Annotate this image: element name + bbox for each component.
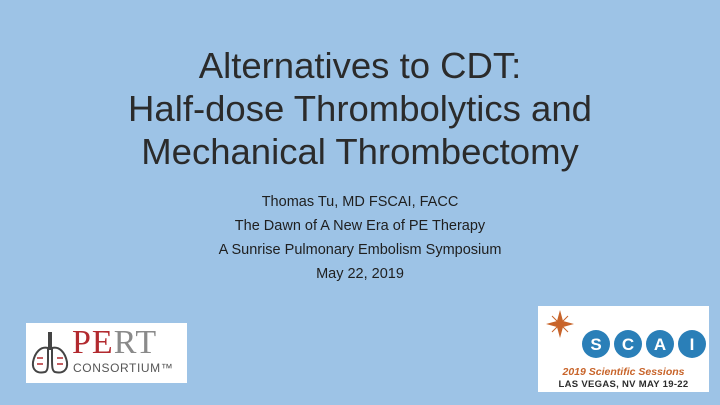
scai-letter-i: I — [689, 335, 695, 354]
title-line-3: Mechanical Thrombectomy — [141, 131, 579, 172]
session-title: The Dawn of A New Era of PE Therapy — [234, 218, 486, 234]
scai-mark — [538, 306, 709, 366]
scai-letter-c: C — [621, 335, 635, 354]
slide-subtitle — [0, 190, 720, 286]
title-line-1: Alternatives to CDT: — [198, 45, 522, 86]
pert-pe-letters: PE — [72, 324, 114, 361]
slide-title — [0, 44, 720, 173]
pert-wordmark — [72, 326, 157, 360]
scai-letter-a: A — [653, 335, 667, 354]
scai-letter-s: S — [590, 335, 602, 354]
lungs-icon — [29, 328, 71, 378]
scai-tagline: 2019 Scientific Sessions — [562, 366, 685, 378]
scai-sessions-logo — [538, 306, 709, 392]
compass-star-icon — [546, 310, 574, 338]
title-line-2: Half-dose Thrombolytics and — [128, 88, 592, 129]
symposium-name: A Sunrise Pulmonary Embolism Symposium — [218, 242, 502, 258]
pert-rt-letters: RT — [113, 324, 158, 361]
presenter-name: Thomas Tu, MD FSCAI, FACC — [261, 194, 459, 210]
pert-consortium-logo — [26, 323, 187, 383]
scai-location: LAS VEGAS, NV MAY 19-22 — [558, 379, 689, 390]
presentation-date: May 22, 2019 — [316, 266, 404, 282]
pert-consortium-text: CONSORTIUM™ — [73, 361, 174, 375]
